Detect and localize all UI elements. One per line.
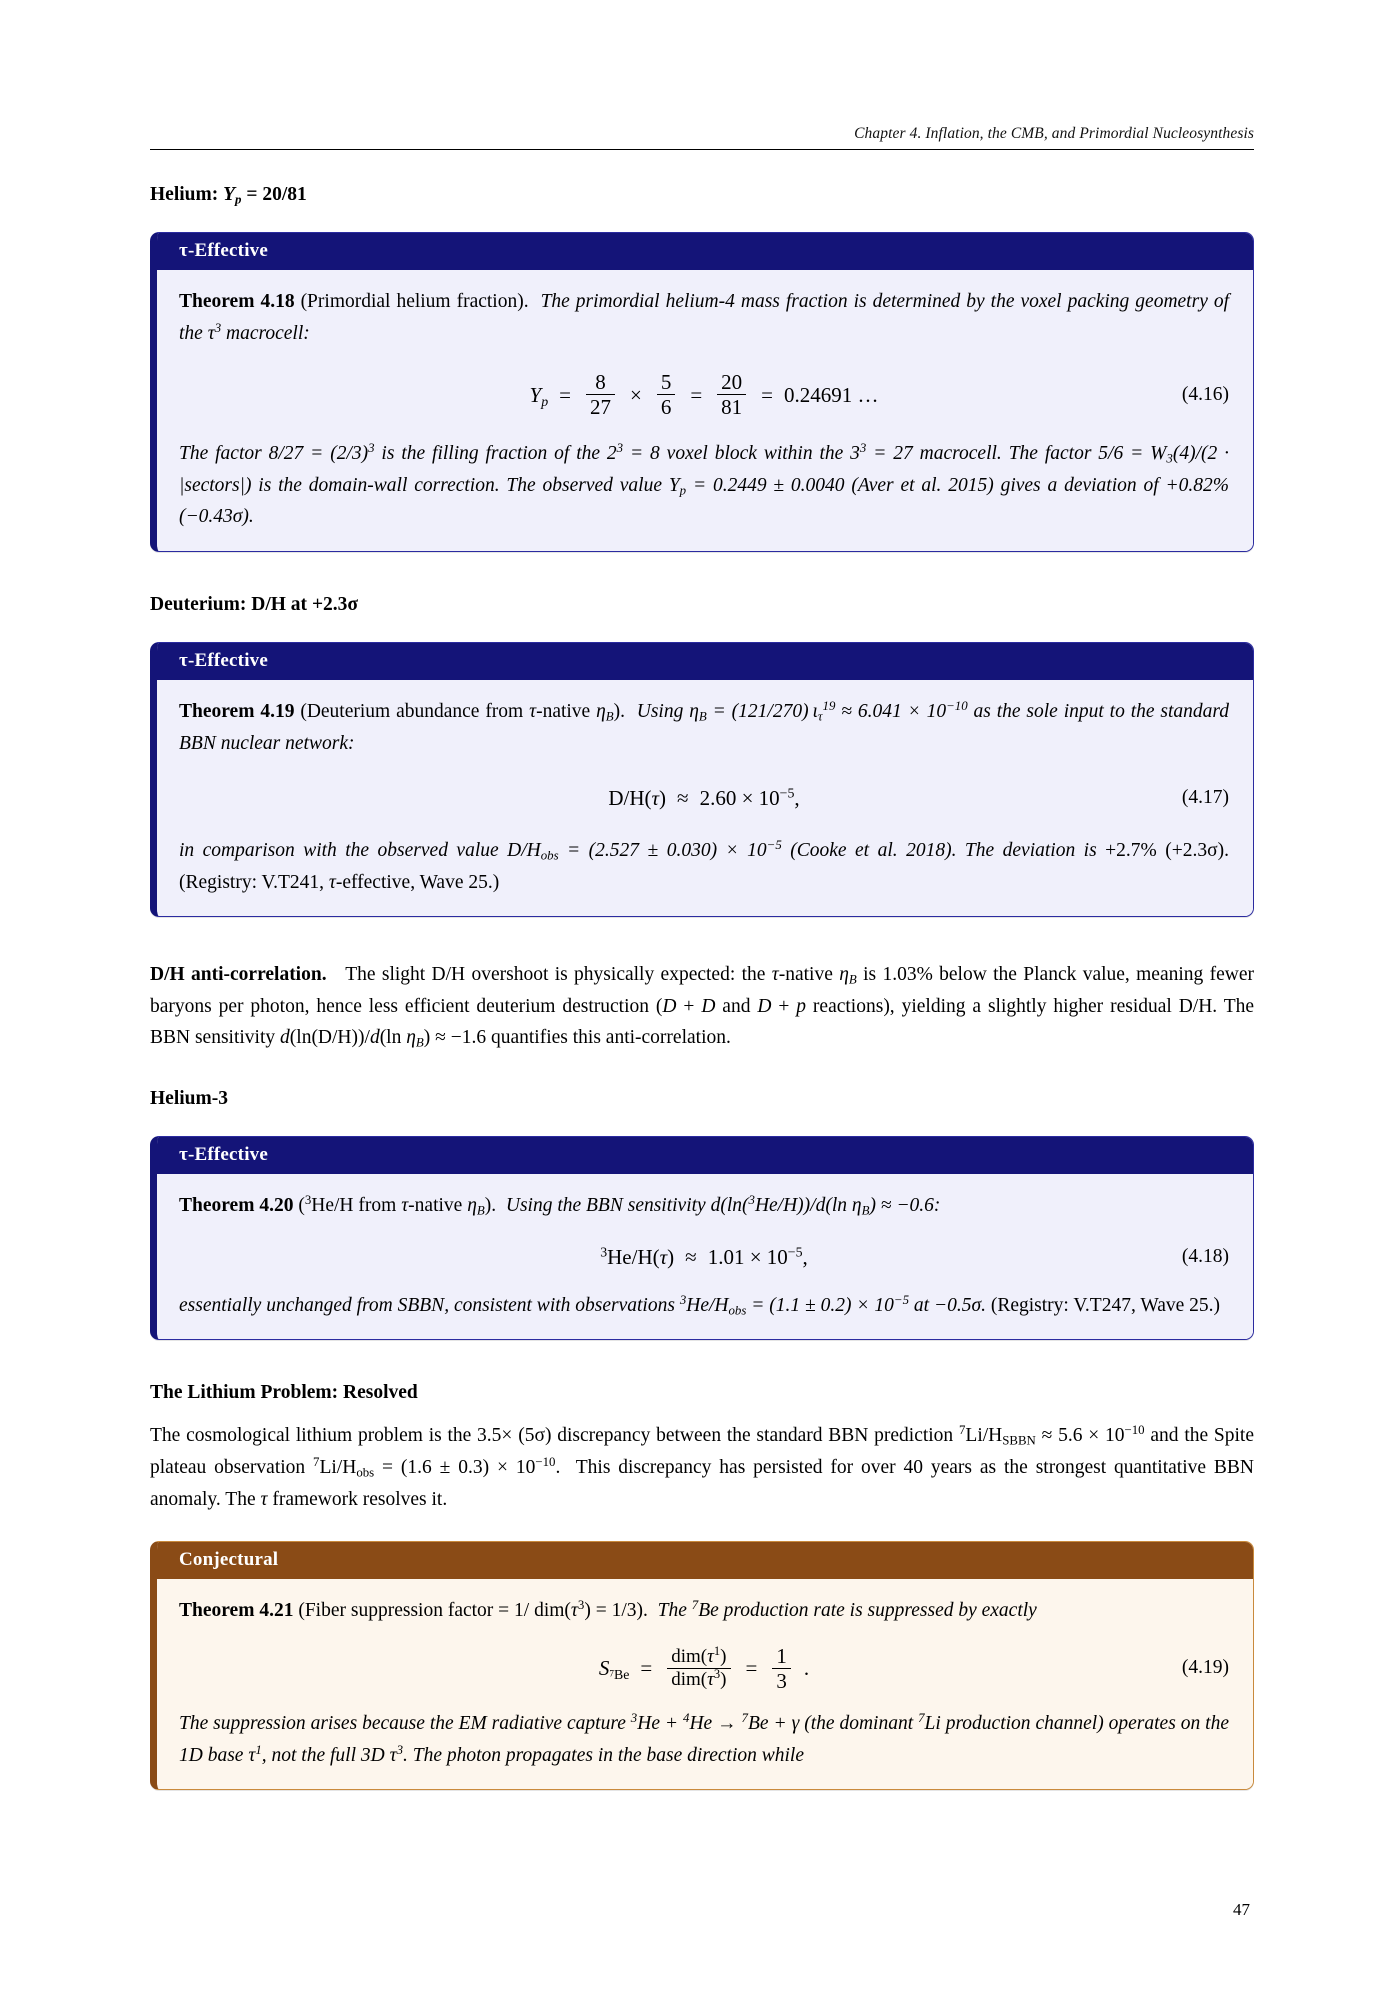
fraction-numerator: 1 [776, 1643, 787, 1668]
equals-sign-2: = [745, 1656, 758, 1681]
theorem-label: Theorem 4.19 [179, 700, 295, 722]
theorem-statement [179, 696, 1229, 759]
theorem-statement-line1: The $^7$Be production rate is suppressed by exactly [657, 1598, 1037, 1622]
section-heading-helium3: Helium-3 [150, 1088, 228, 1110]
equation-lhs: $^3$He/H(τ) [600, 1244, 675, 1269]
theorem-name: (Deuterium abundance from τ-native $\eta_B$). [300, 700, 626, 724]
theorem-statement [179, 1595, 1229, 1627]
fraction-numerator: $dim(\tau^1)$ [671, 1644, 727, 1668]
times-sign: × [629, 382, 642, 407]
fraction-denominator: 6 [657, 394, 676, 418]
running-head: Chapter 4. Inflation, the CMB, and Primordial Nucleosynthesis [854, 125, 1254, 142]
equals-sign-1: = [559, 382, 571, 407]
fraction-numerator: 20 [721, 370, 743, 395]
theorem-box-body [157, 1174, 1253, 1339]
theorem-box-4-20 [150, 1136, 1254, 1340]
equation-rhs: 0.24691 … [784, 382, 879, 407]
theorem-box-4-18 [150, 232, 1254, 552]
theorem-name: ($^3$He/H from τ-native $\eta_B$). [298, 1193, 497, 1218]
theorem-name: (Fiber suppression factor = 1/ $dim(\tau^3) = 1/3$). [298, 1598, 648, 1622]
equation-number: (4.17) [1181, 787, 1229, 809]
fraction-denominator: 81 [717, 394, 746, 418]
equals-sign-3: = [761, 382, 773, 407]
section-heading-helium [150, 184, 1254, 206]
theorem-discussion-tail: +2.7% (+2.3σ). (Registry: V.T241, τ-effective, Wave 25.) [179, 840, 1230, 893]
approx-sign: ≈ [685, 1244, 697, 1269]
equation-4-16 [179, 371, 1229, 418]
theorem-box-4-19 [150, 642, 1254, 917]
equation-rhs: $1.01 \times 10^{-5}$, [707, 1244, 808, 1269]
equation-lhs: D/H(τ) [608, 786, 667, 811]
theorem-statement [179, 286, 1229, 349]
deuterium-heading-label: Deuterium: D/H at [150, 593, 308, 615]
fraction-1-3 [772, 1645, 791, 1692]
theorem-box-4-21 [150, 1541, 1254, 1790]
fraction-numerator: 5 [660, 370, 672, 395]
equation-4-18 [179, 1240, 1229, 1274]
paragraph-lithium-problem: The cosmological lithium problem is the 3.5× (5σ) discrepancy between the standard BBN prediction $^7Li/H_{SBBN} \approx 5.6 \times 10^{-10}$ and the Spite plateau observation $^7Li/H_{obs} = (1.6 \pm 0.3) \times 10^{-10}$. This discrepancy has persisted for over 40 years as the strongest quantitative BBN anomaly. The τ framework resolves it. [150, 1423, 1255, 1510]
theorem-box-body [157, 1579, 1253, 1789]
theorem-box-badge: τ-Effective [157, 233, 1253, 270]
equation-number: (4.18) [1181, 1245, 1229, 1267]
page-number: 47 [1233, 1900, 1250, 1919]
equation-body [600, 1240, 808, 1274]
approx-sign: ≈ [677, 786, 689, 811]
equation-4-17 [179, 781, 1229, 815]
paragraph-runin-heading: D/H anti-correlation. [150, 964, 327, 986]
fraction-dim-ratio [667, 1644, 730, 1690]
equation-body [599, 1645, 809, 1692]
theorem-statement [179, 1190, 1229, 1222]
fraction-numerator: 8 [595, 370, 606, 395]
section-heading-lithium: The Lithium Problem: Resolved [150, 1382, 418, 1404]
fraction-5-6 [657, 371, 676, 418]
fraction-denominator: $dim(\tau^3)$ [667, 1668, 730, 1690]
theorem-discussion: in comparison with the observed value $D/H_{obs} = (2.527 \pm 0.030) \times 10^{-5}$ (Cooke et al. 2018). The deviation is +2.7% (+2.3σ). (Registry: V.T241, τ-effective, Wave 25.) [179, 838, 1230, 893]
fraction-denominator: 3 [772, 1668, 791, 1692]
equals-sign-2: = [690, 382, 703, 407]
fraction-8-27 [586, 371, 615, 418]
equation-4-19 [179, 1645, 1229, 1692]
theorem-box-badge: Conjectural [157, 1542, 1253, 1579]
theorem-statement-line1: Using $\eta_B = (121/270) \iota_\tau^{19} \approx 6.041 \times 10^{-10}$ as the sole input to the standard BBN nuclear network: [179, 698, 1230, 754]
equation-rhs: $2.60 \times 10^{-5}$, [699, 785, 800, 811]
fraction-20-81 [717, 371, 746, 418]
equation-lhs: $Y_p$ [529, 382, 549, 409]
theorem-statement-text: Using the BBN sensitivity d(ln($^3$He/H))/d(ln $\eta_B) \approx -0.6$: [505, 1193, 941, 1218]
deuterium-heading-math: +2.3σ [311, 593, 359, 615]
helium-heading-math: $Y_p = 20/81$ [223, 184, 307, 207]
paragraph-dh-anticorrelation: D/H anti-correlation. The slight D/H overshoot is physically expected: the τ-native $\eta_B$ is 1.03% below the Planck value, meaning fewer baryons per photon, hence less efficient deuterium destruction (D + D and D + p reactions), yielding a slightly higher residual D/H. The BBN sensitivity d(ln(D/H))/d(ln $\eta_B) \approx -1.6$ quantifies this anti-correlation. [150, 964, 1255, 1051]
equation-number: (4.16) [1181, 383, 1229, 405]
section-heading-deuterium [150, 594, 1254, 616]
theorem-statement-line2: voxel packing geometry of the $\tau^3$ macrocell: [179, 291, 1229, 344]
equation-lhs: $S_{7Be}$ [598, 1656, 630, 1683]
equation-number: (4.19) [1181, 1657, 1229, 1679]
theorem-discussion: essentially unchanged from SBBN, consistent with observations $^3He/H_{obs} = (1.1 \pm 0.2) \times 10^{-5}$ at −0.5σ. (Registry: V.T247, Wave 25.) [179, 1292, 1220, 1318]
helium-heading-label: Helium: [150, 184, 219, 205]
theorem-registry: (Registry: V.T247, Wave 25.) [990, 1294, 1220, 1316]
equation-body [608, 781, 799, 815]
theorem-label: Theorem 4.20 [179, 1195, 294, 1217]
theorem-box-body [157, 270, 1253, 551]
theorem-box-badge: τ-Effective [157, 1137, 1253, 1174]
theorem-box-body [157, 680, 1253, 916]
theorem-label: Theorem 4.18 [179, 291, 295, 312]
theorem-name: (Primordial helium fraction). [300, 291, 529, 312]
equals-sign-1: = [640, 1656, 653, 1681]
theorem-discussion: The suppression arises because the EM radiative capture $^3$He + $^4$He → $^7$Be + γ (the dominant $^7$Li production channel) operates on the 1D base $\tau^1$, not the full 3D $\tau^3$. The photon propagates in the base direction while [179, 1711, 1229, 1766]
theorem-label: Theorem 4.21 [179, 1600, 294, 1622]
page-content [150, 125, 1254, 1790]
theorem-statement-line1: The primordial helium-4 mass fraction is determined by the [540, 291, 1015, 312]
theorem-box-badge: τ-Effective [157, 643, 1253, 680]
equation-period: . [803, 1656, 810, 1681]
header-rule [150, 149, 1254, 150]
equation-body [530, 371, 879, 418]
theorem-discussion: The factor $8/27 = (2/3)^3$ is the filling fraction of the $2^3 = 8$ voxel block within the $3^3 = 27$ macrocell. The factor $5/6 = W_3(4)/(2$ · |sectors|) is the domain-wall correction. The observed value $Y_p = 0.2449 \pm 0.0040$ (Aver et al. 2015) gives a deviation of +0.82% (−0.43σ). [179, 441, 1230, 528]
fraction-denominator: 27 [586, 394, 615, 418]
